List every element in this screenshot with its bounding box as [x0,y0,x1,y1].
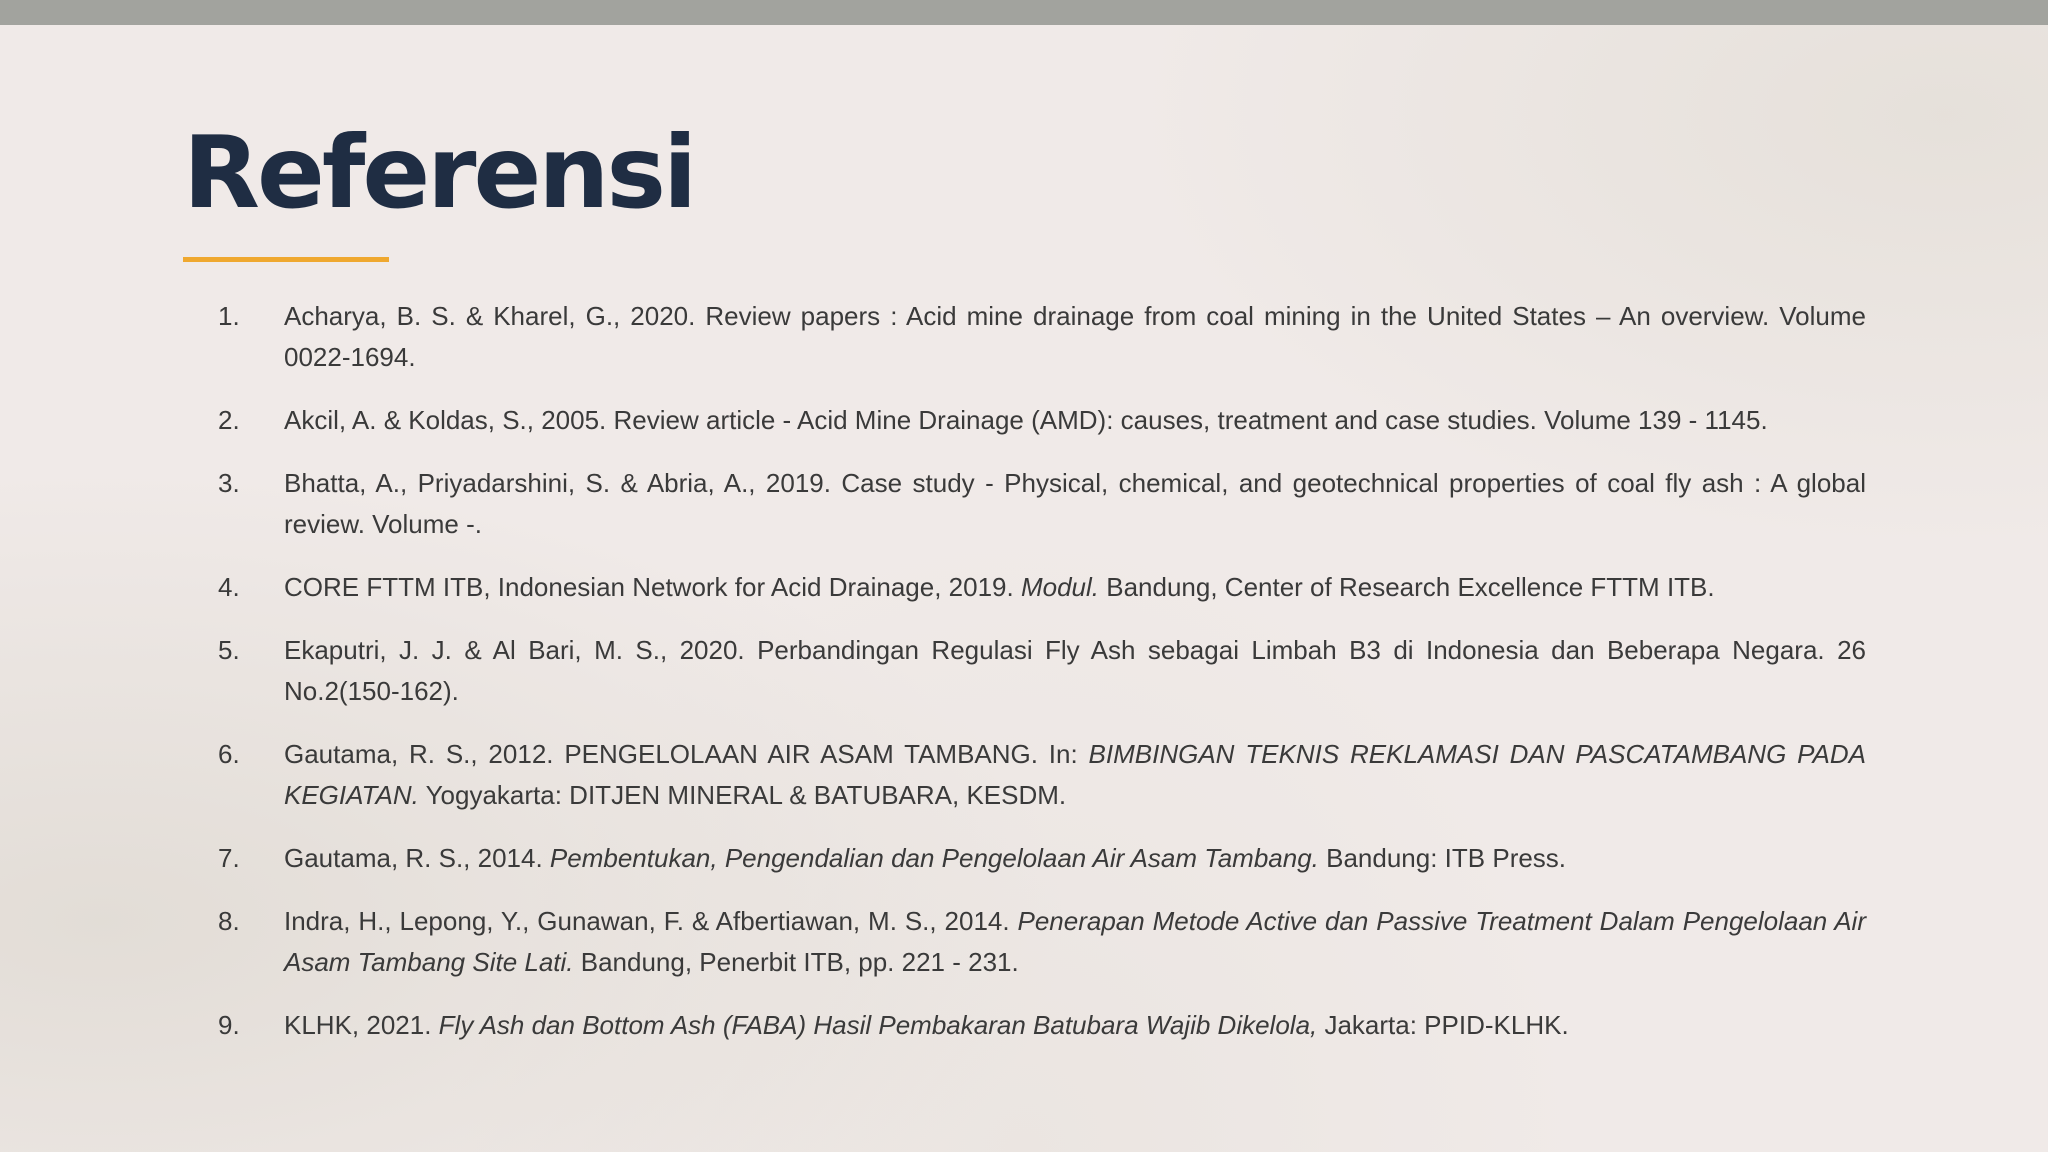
reference-list [218,296,1866,1068]
reference-number: 7. [218,843,240,873]
reference-text: Acharya, B. S. & Kharel, G., 2020. Review papers : Acid mine drainage from coal mining in the United States – An overview. Volume 0022-1694. [284,301,1866,372]
top-bar [0,0,2048,25]
reference-number: 1. [218,301,240,331]
reference-item-6 [218,734,1866,816]
reference-item-3 [218,463,1866,545]
slide-title: Referensi [183,114,695,231]
reference-number: 3. [218,468,240,498]
reference-title-italic: Fly Ash dan Bottom Ash (FABA) Hasil Pembakaran Batubara Wajib Dikelola, [438,1010,1318,1040]
reference-number: 6. [218,739,240,769]
reference-text-tail: Bandung, Center of Research Excellence FTTM ITB. [1099,572,1715,602]
reference-text-main: CORE FTTM ITB, Indonesian Network for Acid Drainage, 2019. [284,572,1021,602]
reference-item-2 [218,400,1866,441]
reference-item-1 [218,296,1866,378]
reference-title-italic: Pembentukan, Pengendalian dan Pengelolaan Air Asam Tambang. [549,843,1319,873]
reference-text [284,567,1866,608]
reference-text [284,734,1866,816]
title-underline [183,257,389,262]
reference-text-tail: Bandung: ITB Press. [1318,843,1567,873]
reference-text-main: Gautama, R. S., 2014. [284,843,550,873]
reference-number: 2. [218,405,240,435]
reference-item-8 [218,901,1866,983]
reference-title-italic: BIMBINGAN TEKNIS REKLAMASI DAN PASCATAMBANG PADA KEGIATAN. [284,739,1866,810]
reference-number: 9. [218,1010,240,1040]
reference-text: Akcil, A. & Koldas, S., 2005. Review article - Acid Mine Drainage (AMD): causes, treatment and case studies. Volume 139 - 1145. [284,405,1768,435]
reference-title-italic: Penerapan Metode Active dan Passive Treatment Dalam Pengelolaan Air Asam Tambang Site Lati. [284,906,1866,977]
reference-text: Ekaputri, J. J. & Al Bari, M. S., 2020. Perbandingan Regulasi Fly Ash sebagai Limbah B3 di Indonesia dan Beberapa Negara. 26 No.2(150-162). [284,635,1866,706]
reference-text-tail: Yogyakarta: DITJEN MINERAL & BATUBARA, KESDM. [418,780,1067,810]
reference-number: 4. [218,572,240,602]
reference-item-4 [218,567,1866,608]
reference-item-9 [218,1005,1866,1046]
reference-text-tail: Bandung, Penerbit ITB, pp. 221 - 231. [573,947,1019,977]
reference-number: 8. [218,906,240,936]
reference-text-main: Indra, H., Lepong, Y., Gunawan, F. & Afbertiawan, M. S., 2014. [284,906,1018,936]
reference-text [284,838,1866,879]
reference-text-main: Gautama, R. S., 2012. PENGELOLAAN AIR ASAM TAMBANG. In: [284,739,1089,769]
reference-text: Bhatta, A., Priyadarshini, S. & Abria, A., 2019. Case study - Physical, chemical, and geotechnical properties of coal fly ash : A global review. Volume -. [284,468,1866,539]
reference-title-italic: Modul. [1020,572,1100,602]
reference-text-main: KLHK, 2021. [284,1010,439,1040]
reference-item-5 [218,630,1866,712]
reference-text [284,901,1866,983]
reference-text [284,1005,1866,1046]
reference-text-tail: Jakarta: PPID-KLHK. [1317,1010,1569,1040]
reference-item-7 [218,838,1866,879]
reference-number: 5. [218,635,240,665]
